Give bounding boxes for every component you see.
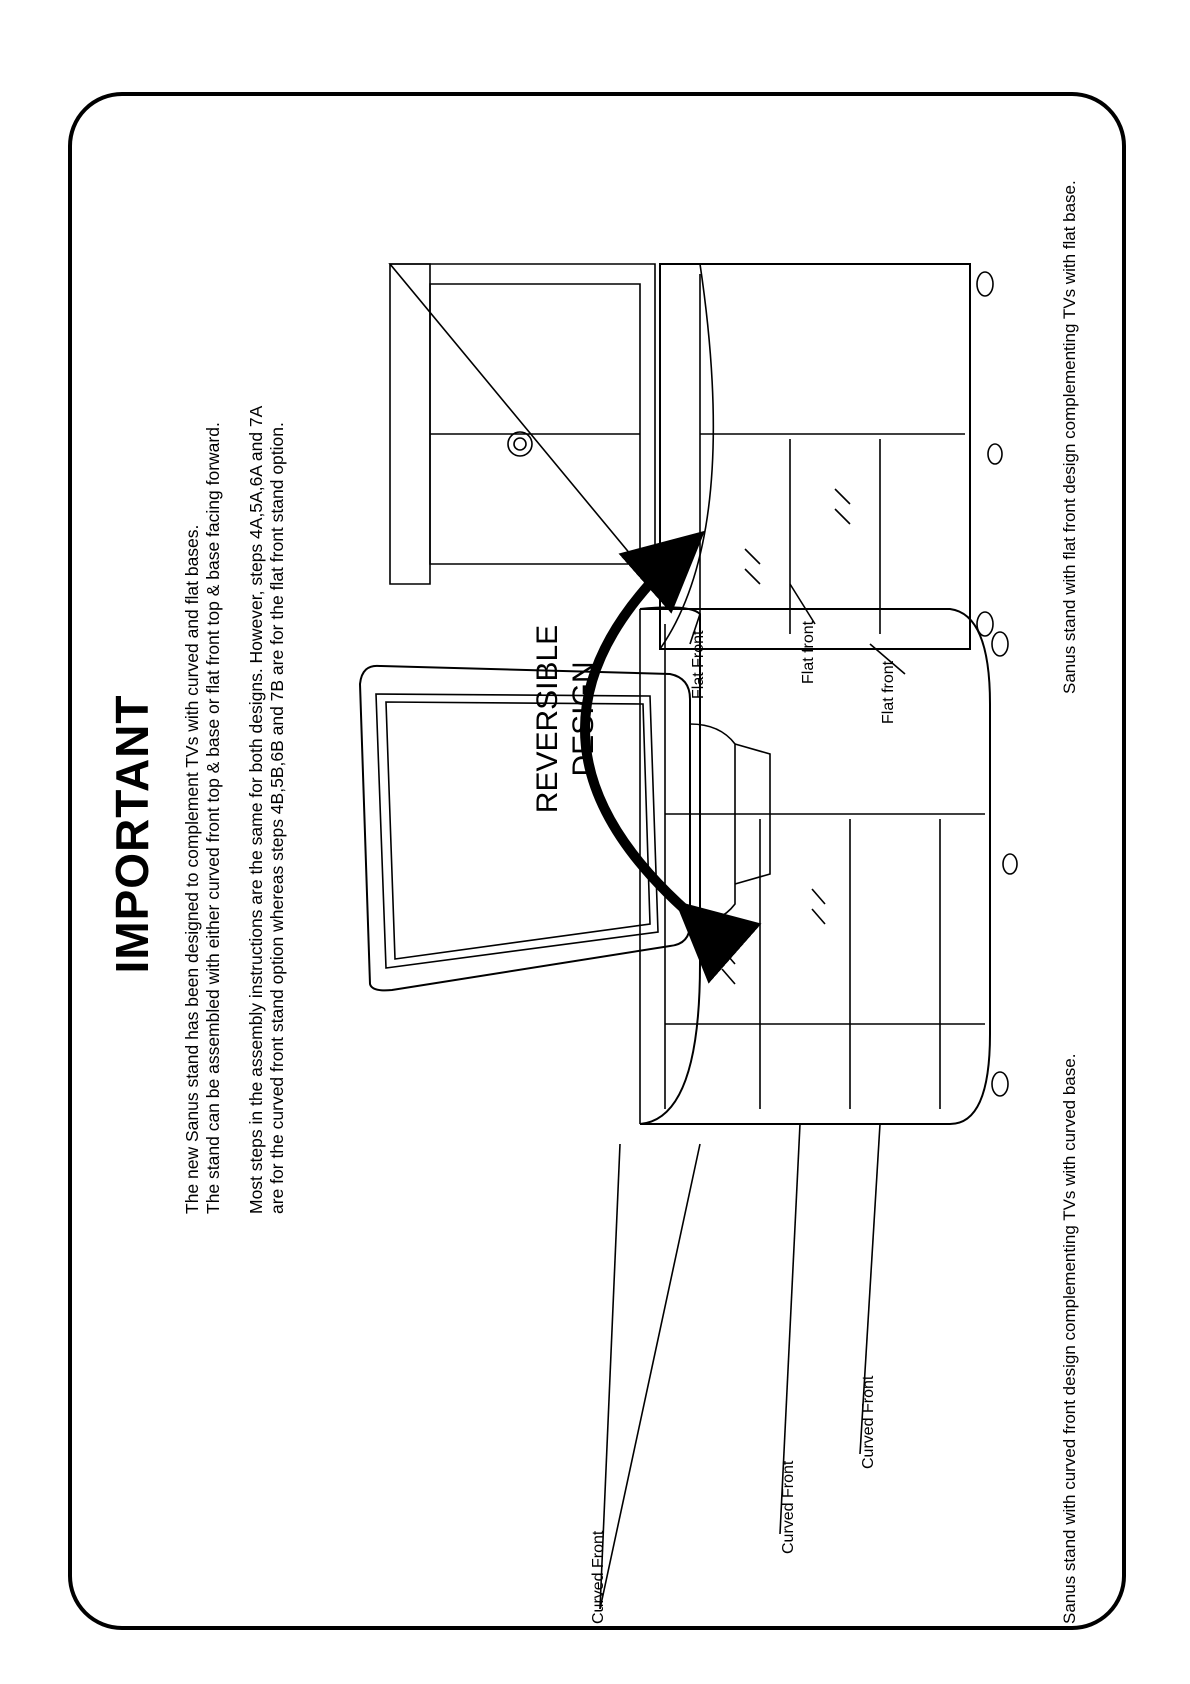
intro-paragraph-2: Most steps in the assembly instructions are the same for both designs. However, steps 4A,5A,6A and 7A are for the curved front stand option whereas steps 4B,5B,6B and 7B are for the flat front stand option. bbox=[246, 406, 287, 1214]
reversible-label-line-2: DESIGN bbox=[567, 661, 600, 777]
page-title: IMPORTANT bbox=[106, 694, 158, 974]
reversible-arrow-icon bbox=[585, 544, 690, 914]
flat-front-label-3: Flat front bbox=[880, 660, 897, 724]
curved-front-label-1: Curved Front bbox=[590, 1530, 607, 1624]
curved-front-stand-drawing bbox=[360, 607, 1017, 1609]
curved-front-label-2: Curved Front bbox=[780, 1460, 797, 1554]
flat-front-label-1: Flat Front bbox=[690, 630, 707, 699]
curved-front-label-3: Curved Front bbox=[860, 1375, 877, 1469]
flat-front-stand-drawing bbox=[390, 264, 1002, 674]
flat-front-label-2: Flat front bbox=[800, 620, 817, 684]
intro-line-2: The stand can be assembled with either curved front top & base or flat front top & base facing forward. bbox=[203, 422, 223, 1214]
reversible-label-line-1: REVERSIBLE bbox=[531, 624, 564, 814]
curved-stand-caption: Sanus stand with curved front design complementing TVs with curved base. bbox=[1060, 1053, 1079, 1624]
intro-line-1: The new Sanus stand has been designed to complement TVs with curved and flat bases. bbox=[182, 524, 202, 1214]
flat-stand-caption: Sanus stand with flat front design complementing TVs with flat base. bbox=[1060, 180, 1079, 694]
